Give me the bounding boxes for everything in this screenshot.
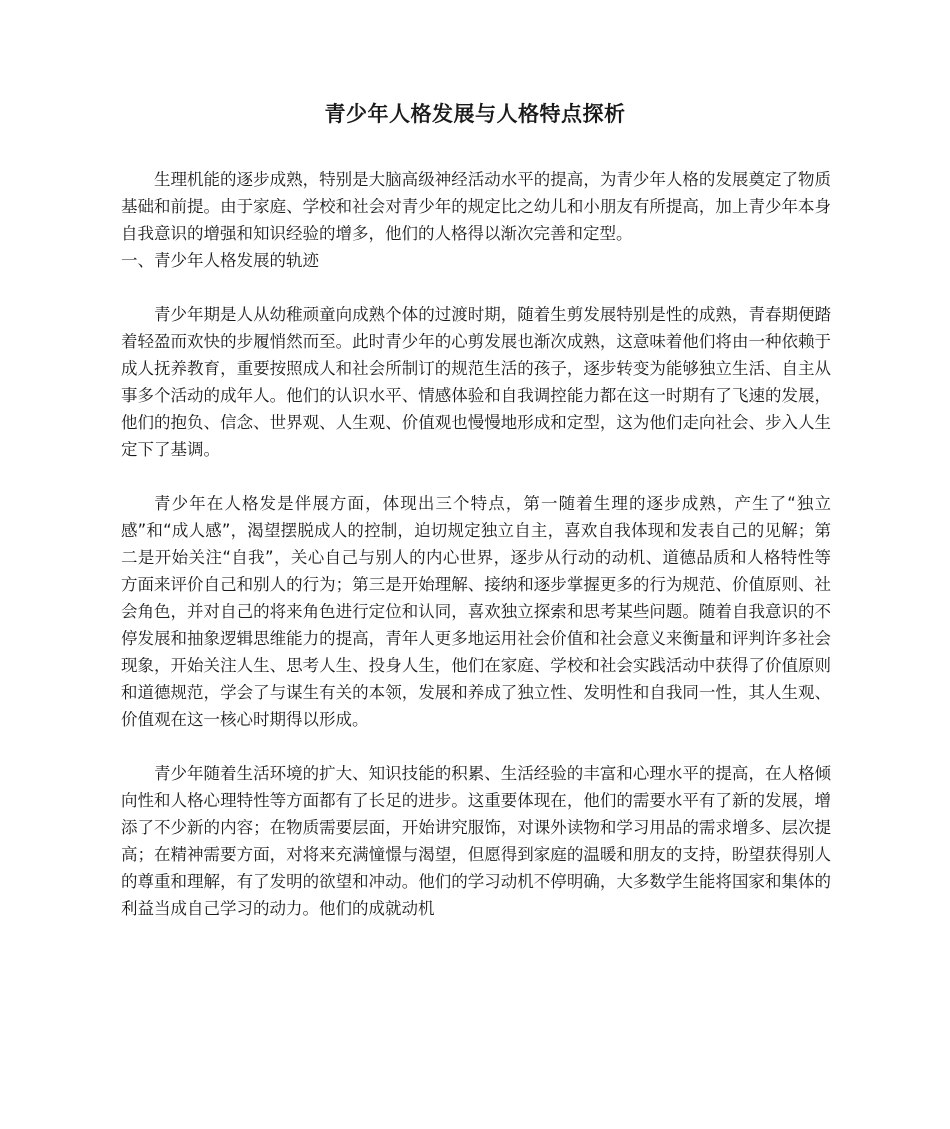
paragraph-gap <box>121 274 831 301</box>
paragraph-gap <box>121 733 831 760</box>
body-paragraph-1: 青少年期是人从幼稚顽童向成熟个体的过渡时期，随着生剪发展特别是性的成熟，青春期便踏着轻盈而欢快的步履悄然而至。此时青少年的心剪发展也渐次成熟，这意味着他们将由一种依赖于成人抚养教育，重要按照成人和社会所制订的规范生活的孩子，逐步转变为能够独立生活、自主从事多个活动的成年人。他们的认识水平、情感体验和自我调控能力都在这一时期有了飞速的发展，他们的抱负、信念、世界观、人生观、价值观也慢慢地形成和定型，这为他们走向社会、步入人生定下了基调。 <box>121 305 831 459</box>
document-title: 青少年人格发展与人格特点探析 <box>324 102 626 126</box>
document-body <box>121 166 831 922</box>
intro-paragraph: 生理机能的逐步成熟，特别是大脑高级神经活动水平的提高，为青少年人格的发展奠定了物质基础和前提。由于家庭、学校和社会对青少年的规定比之幼儿和小朋友有所提高，加上青少年本身自我意识的增强和知识经验的增多，他们的人格得以渐次完善和定型。 <box>121 170 831 243</box>
body-paragraph-2: 青少年在人格发是伴展方面，体现出三个特点，第一随着生理的逐步成熟，产生了“独立感”和“成人感”，渴望摆脱成人的控制，迫切规定独立自主，喜欢自我体现和发表自己的见解；第二是开始关注“自我”，关心自己与别人的内心世界，逐步从行动的动机、道德品质和人格特性等方面来评价自己和别人的行为；第三是开始理解、接纳和逐步掌握更多的行为规范、价值原则、社会角色，并对自己的将来角色进行定位和认同，喜欢独立探索和思考某些问题。随着自我意识的不停发展和抽象逻辑思维能力的提高，青年人更多地运用社会价值和社会意义来衡量和评判许多社会现象，开始关注人生、思考人生、投身人生，他们在家庭、学校和社会实践活动中获得了价值原则和道德规范，学会了与谋生有关的本领，发展和养成了独立性、发明性和自我同一性，其人生观、价值观在这一核心时期得以形成。 <box>121 494 831 729</box>
body-paragraph-3: 青少年随着生活环境的扩大、知识技能的积累、生活经验的丰富和心理水平的提高，在人格倾向性和人格心理特性等方面都有了长足的进步。这重要体现在，他们的需要水平有了新的发展，增添了不少新的内容；在物质需要层面，开始讲究服饰，对课外读物和学习用品的需求增多、层次提高；在精神需要方面，对将来充满憧憬与渴望，但愿得到家庭的温暖和朋友的支持，盼望获得别人的尊重和理解，有了发明的欲望和冲动。他们的学习动机不停明确，大多数学生能将国家和集体的利益当成自己学习的动力。他们的成就动机 <box>121 764 831 918</box>
paragraph-gap <box>121 463 831 490</box>
section-heading: 一、青少年人格发展的轨迹 <box>121 251 319 270</box>
